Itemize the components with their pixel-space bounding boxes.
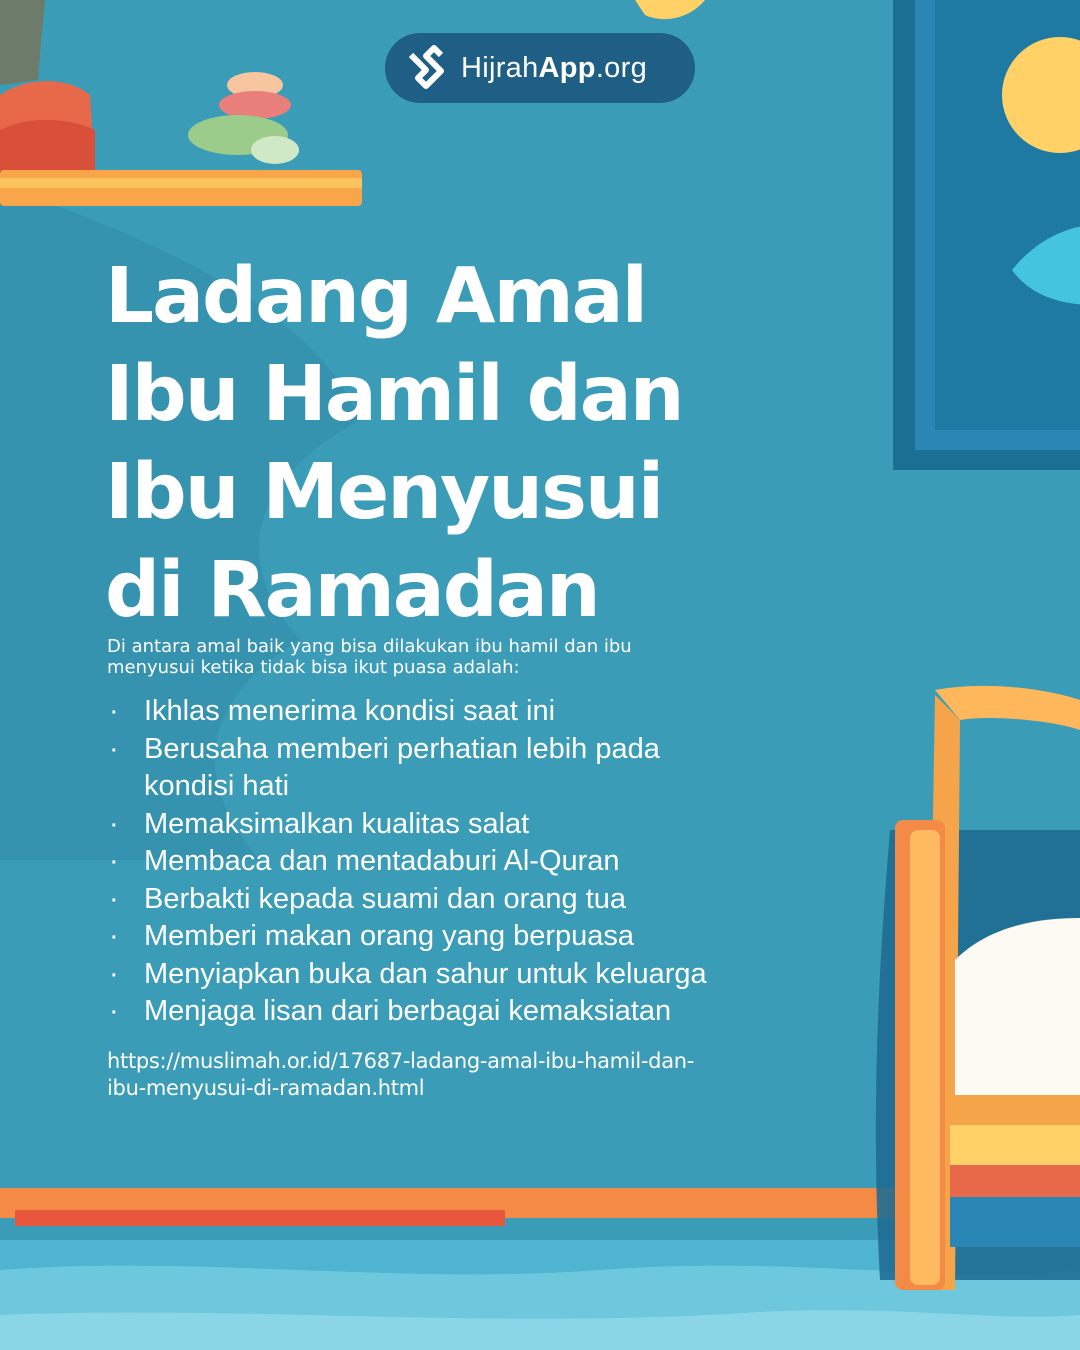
list-item: · Ikhlas menerima kondisi saat ini <box>107 693 727 731</box>
bullet-icon: · <box>109 882 119 915</box>
intro-text: Di antara amal baik yang bisa dilakukan ibu hamil dan ibu menyusui ketika tidak bisa ikut puasa adalah: <box>107 636 632 678</box>
list-item: · Menjaga lisan dari berbagai kemaksiatan <box>107 993 727 1031</box>
bullet-icon: · <box>109 695 119 727</box>
bullet-icon: · <box>109 920 119 952</box>
logo-wordmark: HijrahApp.org <box>461 51 647 84</box>
source-url: https://muslimah.or.id/17687-ladang-amal-ibu-hamil-dan-ibu-menyusui-di-ramadan.html <box>107 1049 695 1100</box>
list-item: · Berbakti kepada suami dan orang tua <box>107 881 727 919</box>
bullet-icon: · <box>109 957 119 990</box>
title-line: Ibu Hamil dan <box>105 350 683 439</box>
hijrahapp-logo <box>385 33 695 103</box>
title-line: Ladang Amal <box>105 252 647 341</box>
hijrahapp-logo-icon <box>403 45 449 91</box>
list-item: · Memberi makan orang yang berpuasa <box>107 918 727 956</box>
bullet-icon: · <box>109 995 119 1027</box>
amal-list <box>107 693 727 1031</box>
list-item: · Menyiapkan buka dan sahur untuk keluarga <box>107 956 727 994</box>
wall-frame-illustration <box>893 0 1080 470</box>
list-item: · Membaca dan mentadaburi Al-Quran <box>107 843 727 881</box>
bullet-icon: · <box>109 845 119 877</box>
title-line: Ibu Menyusui <box>105 448 663 537</box>
title-line: di Ramadan <box>105 546 599 635</box>
list-item: · Berusaha memberi perhatian lebih pada kondisi hati <box>109 732 660 802</box>
bullet-icon: · <box>109 732 119 765</box>
list-item: · Memaksimalkan kualitas salat <box>107 806 727 844</box>
bullet-icon: · <box>109 807 119 840</box>
page-title <box>105 248 683 640</box>
